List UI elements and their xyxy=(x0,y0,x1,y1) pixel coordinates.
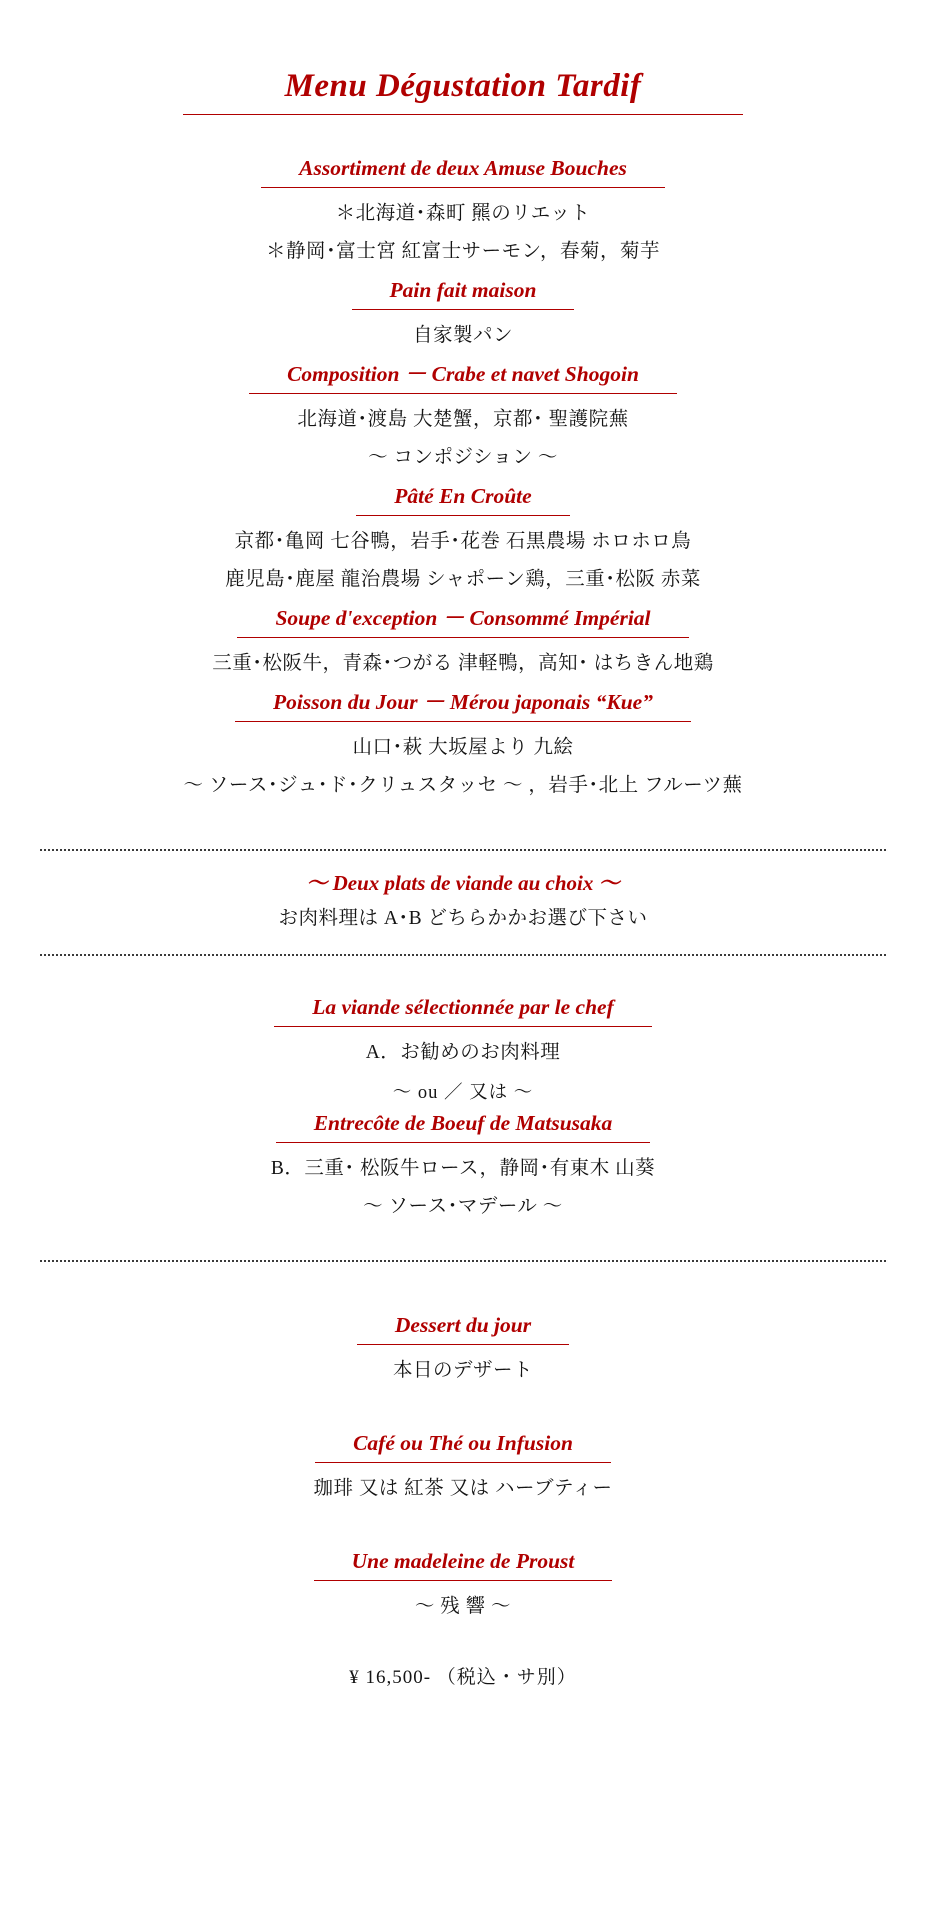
course-heading: Café ou Thé ou Infusion xyxy=(315,1430,611,1463)
course-line: 鹿児島･鹿屋 龍治農場 シャポーン鶏，三重･松阪 赤菜 xyxy=(225,569,701,591)
course-heading-wrap xyxy=(40,483,886,516)
course-line: ＊静岡･富士宮 紅富士サーモン，春菊，菊芋 xyxy=(265,241,661,263)
course-entrecote-matsusaka xyxy=(40,1110,886,1226)
course-heading: Entrecôte de Boeuf de Matsusaka xyxy=(276,1110,651,1143)
course-heading-wrap xyxy=(40,1110,886,1143)
course-line: 自家製パン xyxy=(412,325,513,347)
course-line: B．三重･ 松阪牛ロース，静岡･有東木 山葵 xyxy=(270,1157,656,1179)
meat-choice-note: お肉料理は A･B どちらかかお選び下さい xyxy=(278,908,648,930)
spacer xyxy=(40,811,886,833)
course-viande-chef xyxy=(40,994,886,1072)
title-divider xyxy=(183,114,743,115)
course-heading-wrap xyxy=(40,1548,886,1581)
section-divider-bottom xyxy=(40,1260,886,1262)
price-line: ¥ 16,500- （税込・サ別） xyxy=(349,1666,577,1688)
course-heading: Soupe d'exception － Consommé Impérial xyxy=(237,605,688,638)
spacer xyxy=(40,1278,886,1312)
section-divider-top xyxy=(40,849,886,851)
course-line: A．お勧めのお肉料理 xyxy=(365,1041,561,1063)
course-line: 本日のデザート xyxy=(392,1359,533,1381)
course-heading-wrap xyxy=(40,994,886,1027)
course-line: 山口･萩 大坂屋より 九絵 xyxy=(352,737,574,758)
course-line: 珈琲 又は 紅茶 又は ハーブティー xyxy=(313,1477,613,1499)
course-composition-crabe xyxy=(40,361,886,477)
course-line: 三重･松阪牛，青森･つがる 津軽鴨，高知･ はちきん地鶏 xyxy=(212,653,714,675)
course-heading: Composition － Crabe et navet Shogoin xyxy=(249,361,677,394)
course-heading: La viande sélectionnée par le chef xyxy=(274,994,652,1027)
course-heading-wrap xyxy=(40,155,886,188)
course-heading-wrap xyxy=(40,1312,886,1345)
course-line: ＊北海道･森町 羆のリエット xyxy=(335,203,591,225)
course-line: 〜 残 響 〜 xyxy=(414,1595,512,1617)
spacer xyxy=(40,1514,886,1548)
course-cafe-the-infusion xyxy=(40,1430,886,1508)
meat-choice-heading: 〜 Deux plats de viande au choix 〜 xyxy=(306,871,620,896)
course-line: 〜 ソース･マデール 〜 xyxy=(363,1195,563,1217)
spacer xyxy=(40,1232,886,1244)
course-madeleine-de-proust xyxy=(40,1548,886,1626)
course-amuse-bouches xyxy=(40,155,886,271)
course-line: 北海道･渡島 大楚蟹，京都･ 聖護院蕪 xyxy=(297,409,629,431)
section-divider-mid xyxy=(40,954,886,956)
course-pain-maison xyxy=(40,277,886,355)
course-heading: Une madeleine de Proust xyxy=(314,1548,613,1581)
page-title: Menu Dégustation Tardif xyxy=(284,68,642,104)
course-heading-wrap xyxy=(40,689,886,722)
course-poisson-du-jour xyxy=(40,689,886,805)
course-heading-wrap xyxy=(40,277,886,310)
course-soupe-consomme xyxy=(40,605,886,683)
course-heading: Assortiment de deux Amuse Bouches xyxy=(261,155,665,188)
course-line: 〜 ソース･ジュ･ド･クリュスタッセ 〜 ，岩手･北上 フルーツ蕪 xyxy=(183,775,743,797)
spacer xyxy=(40,1396,886,1430)
spacer xyxy=(40,972,886,994)
course-heading: Dessert du jour xyxy=(357,1312,569,1345)
course-heading: Pâté En Croûte xyxy=(356,483,569,516)
course-pate-en-croute xyxy=(40,483,886,599)
course-heading-wrap xyxy=(40,361,886,394)
course-heading: Poisson du Jour － Mérou japonais “Kue” xyxy=(235,689,691,722)
course-heading-wrap xyxy=(40,605,886,638)
course-heading: Pain fait maison xyxy=(352,277,575,310)
meat-choice-section xyxy=(40,867,886,938)
course-line: 京都･亀岡 七谷鴨，岩手･花巻 石黒農場 ホロホロ鳥 xyxy=(234,531,692,553)
course-line: 〜 コンポジション 〜 xyxy=(368,447,558,469)
ou-separator: 〜 ou ／ 又は 〜 xyxy=(392,1083,534,1103)
course-heading-wrap xyxy=(40,1430,886,1463)
course-dessert-du-jour xyxy=(40,1312,886,1390)
